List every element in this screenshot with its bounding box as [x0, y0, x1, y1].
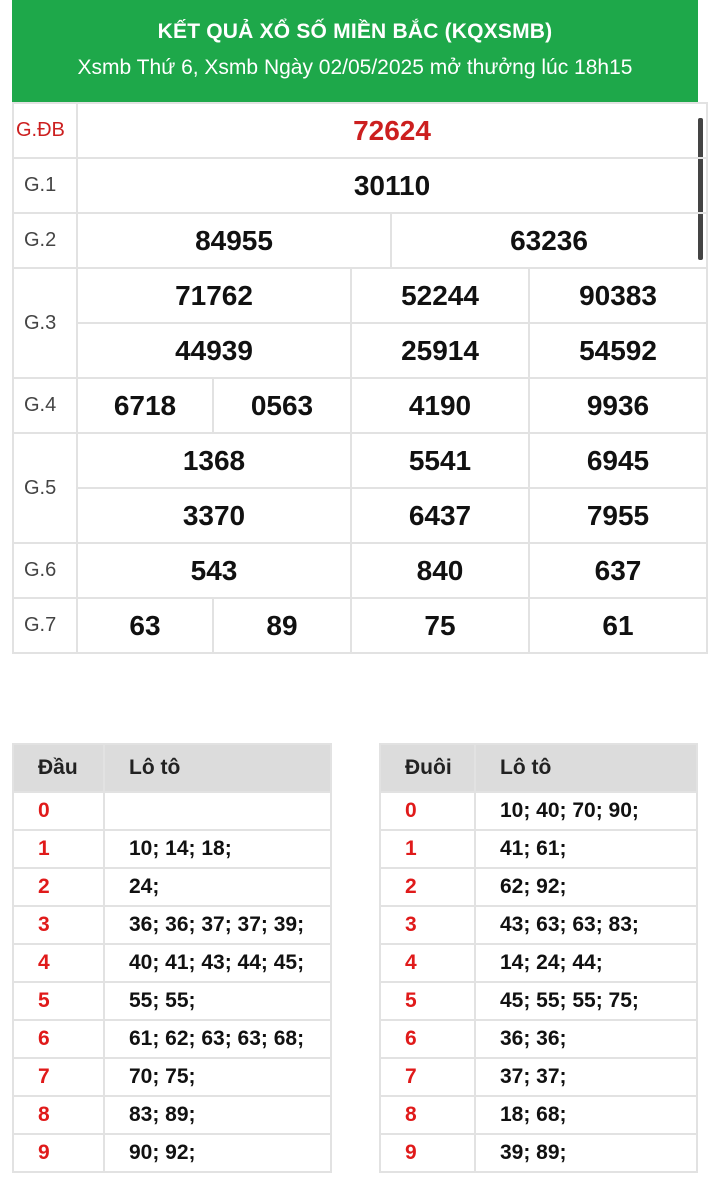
prize-row-special: [13, 103, 707, 158]
loto-digit: 1: [380, 830, 475, 868]
loto-row: [380, 1020, 697, 1058]
loto-values: 90; 92;: [104, 1134, 331, 1172]
prize-number: 75: [351, 598, 529, 653]
loto-row: [13, 944, 331, 982]
loto-values: 24;: [104, 868, 331, 906]
loto-row: [380, 906, 697, 944]
loto-row: [380, 830, 697, 868]
loto-digit: 9: [13, 1134, 104, 1172]
loto-row: [380, 868, 697, 906]
prize-row-6: [13, 543, 707, 598]
prize-number: 61: [529, 598, 707, 653]
loto-digit: 7: [380, 1058, 475, 1096]
loto-values: 41; 61;: [475, 830, 697, 868]
prize-number: 89: [213, 598, 351, 653]
loto-values: 10; 14; 18;: [104, 830, 331, 868]
loto-digit: 5: [13, 982, 104, 1020]
dau-header-row: [13, 744, 331, 792]
loto-values: 36; 36;: [475, 1020, 697, 1058]
loto-values: 83; 89;: [104, 1096, 331, 1134]
prize-number: 25914: [351, 323, 529, 378]
loto-row: [380, 1096, 697, 1134]
loto-row: [13, 906, 331, 944]
prize-number: 6718: [77, 378, 213, 433]
loto-digit: 8: [13, 1096, 104, 1134]
prize-number: 6437: [351, 488, 529, 543]
loto-row: [380, 1058, 697, 1096]
prize-number: 30110: [77, 158, 707, 213]
loto-digit: 5: [380, 982, 475, 1020]
loto-row: [380, 982, 697, 1020]
loto-values: 14; 24; 44;: [475, 944, 697, 982]
loto-row: [380, 944, 697, 982]
prize-number: 543: [77, 543, 351, 598]
dau-loto-table: [12, 743, 332, 1173]
loto-header: Lô tô: [475, 744, 697, 792]
prize-number: 840: [351, 543, 529, 598]
duoi-loto-table: [379, 743, 698, 1173]
prize-label: G.7: [13, 598, 77, 653]
loto-digit: 0: [13, 792, 104, 830]
prize-row-2: [13, 213, 707, 268]
loto-digit: 6: [380, 1020, 475, 1058]
prize-row-7: [13, 598, 707, 653]
page-title: KẾT QUẢ XỔ SỐ MIỀN BẮC (KQXSMB): [157, 20, 553, 43]
loto-row: [13, 1096, 331, 1134]
prize-label: G.2: [13, 213, 77, 268]
prize-number: 84955: [77, 213, 391, 268]
prize-row-5a: [13, 433, 707, 488]
prize-label: G.ĐB: [13, 103, 77, 158]
dau-header: Đầu: [13, 744, 104, 792]
results-table: [12, 102, 708, 654]
prize-number: 0563: [213, 378, 351, 433]
loto-digit: 0: [380, 792, 475, 830]
prize-label: G.5: [13, 433, 77, 543]
loto-values: 36; 36; 37; 37; 39;: [104, 906, 331, 944]
loto-values: 62; 92;: [475, 868, 697, 906]
loto-values: 18; 68;: [475, 1096, 697, 1134]
loto-digit: 4: [380, 944, 475, 982]
prize-row-3b: [13, 323, 707, 378]
prize-number: 9936: [529, 378, 707, 433]
loto-values: 39; 89;: [475, 1134, 697, 1172]
dau-rows: [13, 792, 331, 1172]
prize-row-1: [13, 158, 707, 213]
duoi-header-row: [380, 744, 697, 792]
results-header: [12, 0, 698, 102]
prize-number: 54592: [529, 323, 707, 378]
loto-digit: 4: [13, 944, 104, 982]
prize-number: 52244: [351, 268, 529, 323]
loto-row: [13, 792, 331, 830]
loto-row: [380, 1134, 697, 1172]
loto-values: 40; 41; 43; 44; 45;: [104, 944, 331, 982]
prize-number: 5541: [351, 433, 529, 488]
special-prize-number: 72624: [77, 103, 707, 158]
prize-row-5b: [13, 488, 707, 543]
draw-date-subtitle: Xsmb Thứ 6, Xsmb Ngày 02/05/2025 mở thưởng lúc 18h15: [77, 56, 633, 79]
loto-row: [13, 868, 331, 906]
loto-row: [13, 1134, 331, 1172]
duoi-rows: [380, 792, 697, 1172]
loto-digit: 9: [380, 1134, 475, 1172]
prize-number: 7955: [529, 488, 707, 543]
prize-number: 3370: [77, 488, 351, 543]
prize-number: 44939: [77, 323, 351, 378]
prize-number: 4190: [351, 378, 529, 433]
loto-digit: 8: [380, 1096, 475, 1134]
loto-row: [13, 1058, 331, 1096]
loto-values: 55; 55;: [104, 982, 331, 1020]
duoi-header: Đuôi: [380, 744, 475, 792]
loto-values: [104, 792, 331, 830]
loto-digit: 3: [13, 906, 104, 944]
loto-values: 10; 40; 70; 90;: [475, 792, 697, 830]
loto-values: 61; 62; 63; 63; 68;: [104, 1020, 331, 1058]
loto-digit: 6: [13, 1020, 104, 1058]
prize-label: G.4: [13, 378, 77, 433]
loto-values: 37; 37;: [475, 1058, 697, 1096]
prize-label: G.6: [13, 543, 77, 598]
prize-label: G.1: [13, 158, 77, 213]
loto-values: 70; 75;: [104, 1058, 331, 1096]
prize-number: 90383: [529, 268, 707, 323]
loto-digit: 2: [380, 868, 475, 906]
loto-row: [13, 1020, 331, 1058]
prize-number: 637: [529, 543, 707, 598]
prize-number: 71762: [77, 268, 351, 323]
loto-row: [13, 982, 331, 1020]
loto-digit: 3: [380, 906, 475, 944]
loto-digit: 2: [13, 868, 104, 906]
prize-row-4: [13, 378, 707, 433]
prize-row-3a: [13, 268, 707, 323]
prize-number: 63: [77, 598, 213, 653]
loto-digit: 1: [13, 830, 104, 868]
loto-digit: 7: [13, 1058, 104, 1096]
prize-number: 6945: [529, 433, 707, 488]
loto-values: 45; 55; 55; 75;: [475, 982, 697, 1020]
loto-values: 43; 63; 63; 83;: [475, 906, 697, 944]
prize-label: G.3: [13, 268, 77, 378]
loto-header: Lô tô: [104, 744, 331, 792]
loto-row: [13, 830, 331, 868]
prize-number: 1368: [77, 433, 351, 488]
prize-number: 63236: [391, 213, 707, 268]
loto-row: [380, 792, 697, 830]
